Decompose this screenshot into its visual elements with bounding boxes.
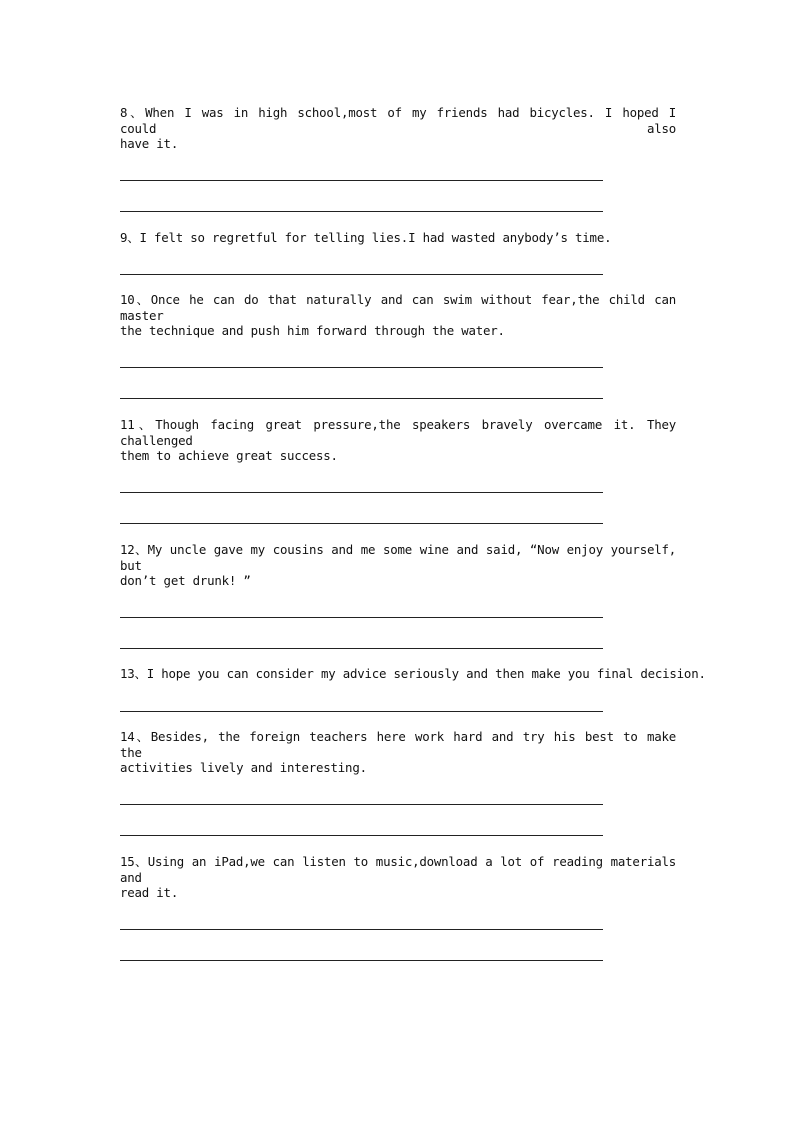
question-8-answer-line-2[interactable]: [120, 211, 603, 212]
question-12-line-1: 12、My uncle gave my cousins and me some wine and said, “Now enjoy yourself, but: [120, 542, 676, 573]
question-15-answer-line-1[interactable]: [120, 929, 603, 930]
question-11-answer-line-1[interactable]: [120, 492, 603, 493]
question-8-line-1: 8、When I was in high school,most of my friends had bicycles. I hoped I could also: [120, 105, 676, 136]
question-15-line-1: 15、Using an iPad,we can listen to music,download a lot of reading materials and: [120, 854, 676, 885]
question-15-answer-line-2[interactable]: [120, 960, 603, 961]
question-14-line-1: 14、Besides, the foreign teachers here work hard and try his best to make the: [120, 729, 676, 760]
question-12-line-2: don’t get drunk! ”: [120, 573, 251, 588]
question-10-line-1: 10、Once he can do that naturally and can swim without fear,the child can master: [120, 292, 676, 323]
question-8-line-2: have it.: [120, 136, 179, 151]
question-14-answer-line-2[interactable]: [120, 835, 603, 836]
question-14-answer-line-1[interactable]: [120, 804, 603, 805]
question-11-answer-line-2[interactable]: [120, 523, 603, 524]
question-10-answer-line-1[interactable]: [120, 367, 603, 368]
question-13-line-1: 13、I hope you can consider my advice seriously and then make you final decision.: [120, 666, 706, 681]
question-11-line-1: 11、Though facing great pressure,the speakers bravely overcame it. They challenged: [120, 417, 676, 448]
question-12-answer-line-2[interactable]: [120, 648, 603, 649]
question-9-line-1: 9、I felt so regretful for telling lies.I had wasted anybody’s time.: [120, 230, 612, 245]
question-11-line-2: them to achieve great success.: [120, 448, 338, 463]
question-14-line-2: activities lively and interesting.: [120, 760, 367, 775]
question-12-answer-line-1[interactable]: [120, 617, 603, 618]
question-8-answer-line-1[interactable]: [120, 180, 603, 181]
question-13-answer-line-1[interactable]: [120, 711, 603, 712]
question-10-answer-line-2[interactable]: [120, 398, 603, 399]
question-9-answer-line-1[interactable]: [120, 274, 603, 275]
question-10-line-2: the technique and push him forward through the water.: [120, 323, 505, 338]
question-15-line-2: read it.: [120, 885, 179, 900]
